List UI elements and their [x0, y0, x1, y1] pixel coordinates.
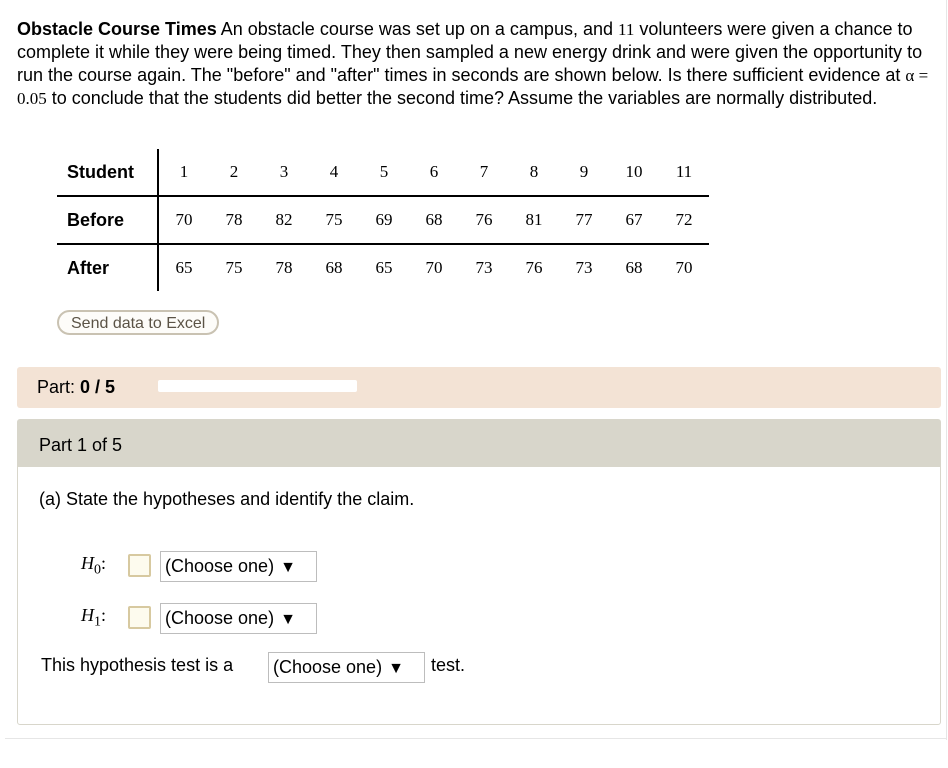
table-cell: 73: [575, 258, 593, 277]
table-row: [57, 244, 709, 291]
h0-letter: H: [81, 553, 94, 573]
h0-select-value: (Choose one): [165, 556, 275, 576]
table-cell: 67: [609, 196, 659, 244]
h1-subscript: 1: [94, 614, 101, 630]
h0-answer-box[interactable]: [128, 554, 151, 577]
table-cell: 2: [209, 149, 259, 196]
progress-track: [158, 380, 357, 392]
test-prefix: This hypothesis test is a: [41, 655, 234, 675]
test-select-value: (Choose one): [273, 657, 383, 677]
row-header: After: [57, 244, 158, 291]
table-cell: 4: [309, 149, 359, 196]
triangle-down-icon: ▼: [280, 559, 296, 576]
table-cell: 65: [175, 258, 193, 277]
table-cell: 3: [259, 149, 309, 196]
test-suffix: test.: [431, 655, 466, 675]
h0-subscript: 0: [94, 562, 101, 578]
table-cell: 81: [509, 196, 559, 244]
problem-text-3: to conclude that the students did better the second time? Assume the variables are normally distributed.: [46, 88, 878, 108]
table-cell: 78: [209, 196, 259, 244]
table-row: [57, 196, 709, 244]
data-table: [57, 149, 709, 291]
problem-title: Obstacle Course Times: [17, 19, 217, 39]
h1-label: [81, 605, 106, 631]
panel-title: Part 1 of 5: [39, 435, 123, 455]
table-cell: 82: [259, 196, 309, 244]
triangle-down-icon: ▼: [388, 660, 404, 677]
h0-label: [81, 553, 106, 579]
frame-bottom-border: [5, 738, 947, 739]
table-cell: 8: [509, 149, 559, 196]
question-text: (a) State the hypotheses and identify the claim.: [39, 489, 415, 509]
table-cell: 75: [225, 258, 243, 277]
table-cell: 68: [325, 258, 343, 277]
send-to-excel-button[interactable]: Send data to Excel: [57, 310, 219, 335]
table-cell: 69: [359, 196, 409, 244]
h1-colon: :: [101, 605, 107, 625]
table-cell: 77: [559, 196, 609, 244]
table-cell: 70: [158, 196, 209, 244]
table-cell: 6: [409, 149, 459, 196]
h1-letter: H: [81, 605, 94, 625]
part-progress-bar: [17, 367, 941, 408]
problem-statement: [17, 18, 932, 110]
h1-select[interactable]: [160, 603, 317, 634]
table-cell: 11: [659, 149, 709, 196]
table-cell: 78: [275, 258, 293, 277]
alpha-value: α = 0.05: [17, 66, 929, 108]
h1-answer-box[interactable]: [128, 606, 151, 629]
part-panel: [17, 419, 941, 725]
table-cell: 76: [459, 196, 509, 244]
table-cell: 68: [409, 196, 459, 244]
table-cell: 68: [625, 258, 643, 277]
table-row: [57, 149, 709, 196]
row-header: Student: [57, 149, 158, 196]
triangle-down-icon: ▼: [280, 611, 296, 628]
panel-header: [18, 420, 940, 467]
h0-select[interactable]: [160, 551, 317, 582]
table-cell: 7: [459, 149, 509, 196]
part-label: [37, 377, 115, 398]
part-count: 0 / 5: [80, 377, 116, 397]
table-cell: 76: [525, 258, 543, 277]
table-cell: 72: [659, 196, 709, 244]
table-cell: 10: [609, 149, 659, 196]
table-cell: 73: [475, 258, 493, 277]
frame-right-border: [946, 0, 947, 740]
part-prefix: Part:: [37, 377, 81, 397]
h0-colon: :: [101, 553, 107, 573]
table-cell: 75: [309, 196, 359, 244]
sample-size: 11: [618, 20, 635, 39]
table-cell: 1: [158, 149, 209, 196]
table-cell: 70: [425, 258, 443, 277]
table-cell: 70: [675, 258, 693, 277]
test-type-line: [41, 655, 233, 676]
table-cell: 5: [359, 149, 409, 196]
table-cell: 65: [375, 258, 393, 277]
h1-select-value: (Choose one): [165, 608, 275, 628]
table-cell: 9: [559, 149, 609, 196]
row-header: Before: [57, 196, 158, 244]
problem-text-2: volunteers were given a chance to complete it while they were being timed. They then sampled a new energy drink and were given the opportunity to run the course again. The "before" and "after" times in seconds are shown below. Is there sufficient evidence at: [17, 19, 923, 85]
test-type-select[interactable]: [268, 652, 425, 683]
problem-text-1: An obstacle course was set up on a campus, and: [216, 19, 618, 39]
